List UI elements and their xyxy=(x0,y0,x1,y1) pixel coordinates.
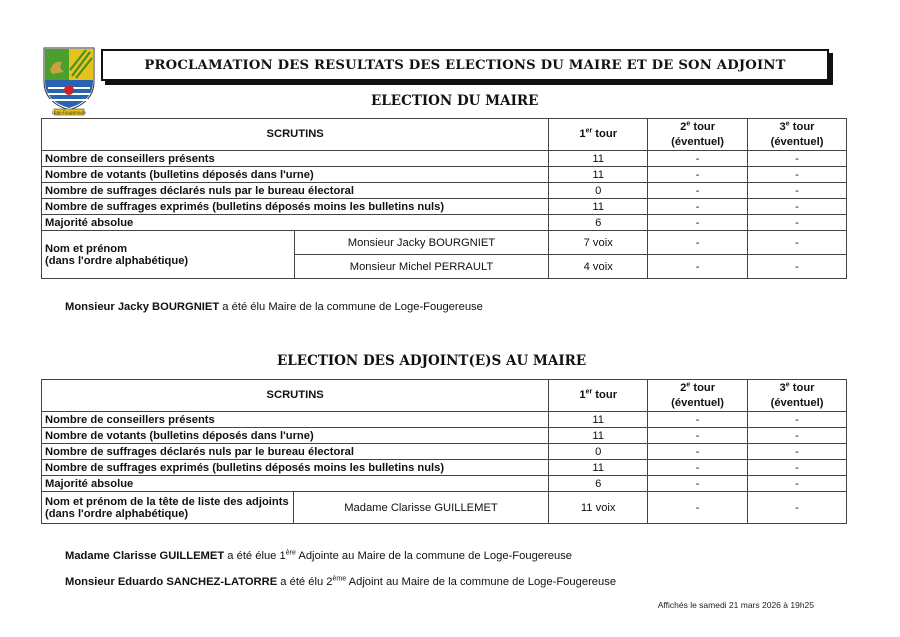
maire-results-table xyxy=(41,118,847,279)
commune-logo xyxy=(42,46,96,116)
candidate-name: Monsieur Michel PERRAULT xyxy=(294,255,549,279)
table-row: Nombre de suffrages déclarés nuls par le bureau électoral 0 - - xyxy=(42,183,847,199)
table-row: Nombre de suffrages déclarés nuls par le bureau électoral 0 - - xyxy=(42,444,847,460)
candidates-label: Nom et prénom de la tête de liste des adjoints (dans l'ordre alphabétique) xyxy=(42,492,294,524)
table-row: Majorité absolue 6 - - xyxy=(42,476,847,492)
table-row: Majorité absolue 6 - - xyxy=(42,215,847,231)
candidate-row: Nom et prénom (dans l'ordre alphabétique) Monsieur Jacky BOURGNIET 7 voix - - xyxy=(42,231,847,255)
adjoint-2-result-text: Monsieur Eduardo SANCHEZ-LATORRE a été élu 2ème Adjoint au Maire de la commune de Loge-Fougereuse xyxy=(65,575,617,588)
table-row: Nombre de votants (bulletins déposés dans l'urne) 11 - - xyxy=(42,428,847,444)
section-title-maire: ELECTION DU MAIRE xyxy=(371,93,539,109)
col-tour-3: 3e tour (éventuel) xyxy=(748,380,847,412)
title-banner xyxy=(101,49,829,81)
table-row: Nombre de conseillers présents 11 - - xyxy=(42,412,847,428)
candidate-name: Monsieur Jacky BOURGNIET xyxy=(294,231,549,255)
candidate-row: Monsieur Michel PERRAULT 4 voix - - xyxy=(42,255,847,279)
col-tour-2: 2e tour (éventuel) xyxy=(648,380,748,412)
col-scrutins: SCRUTINS xyxy=(42,119,549,151)
candidates-label: Nom et prénom (dans l'ordre alphabétique) xyxy=(42,231,295,279)
col-tour-1: 1er tour xyxy=(549,380,648,412)
adjoint-1-result-text: Madame Clarisse GUILLEMET a été élue 1ère Adjointe au Maire de la commune de Loge-Fougereuse xyxy=(65,549,573,562)
col-scrutins: SCRUTINS xyxy=(42,380,549,412)
section-title-adjoints: ELECTION DES ADJOINT(E)S AU MAIRE xyxy=(277,353,587,369)
table-row: Nombre de suffrages exprimés (bulletins déposés moins les bulletins nuls) 11 - - xyxy=(42,199,847,215)
candidate-name: Madame Clarisse GUILLEMET xyxy=(293,492,549,524)
col-tour-3: 3e tour (éventuel) xyxy=(748,119,847,151)
table-row: Nombre de conseillers présents 11 - - xyxy=(42,151,847,167)
col-tour-2: 2e tour (éventuel) xyxy=(648,119,748,151)
col-tour-1: 1er tour xyxy=(549,119,648,151)
page-title: PROCLAMATION DES RESULTATS DES ELECTIONS DU MAIRE ET DE SON ADJOINT xyxy=(144,57,786,73)
posting-date: Affichés le samedi 21 mars 2026 à 19h25 xyxy=(657,600,814,610)
table-row: Nombre de suffrages exprimés (bulletins déposés moins les bulletins nuls) 11 - - xyxy=(42,460,847,476)
logo-motto: Loge-Fougereuse xyxy=(51,110,87,115)
adjoints-results-table xyxy=(41,379,847,524)
table-row: Nombre de votants (bulletins déposés dans l'urne) 11 - - xyxy=(42,167,847,183)
maire-result-text: Monsieur Jacky BOURGNIET a été élu Maire de la commune de Loge-Fougereuse xyxy=(65,301,483,313)
candidate-row: Nom et prénom de la tête de liste des adjoints (dans l'ordre alphabétique) Madame Clarisse GUILLEMET 11 voix - - xyxy=(42,492,847,524)
